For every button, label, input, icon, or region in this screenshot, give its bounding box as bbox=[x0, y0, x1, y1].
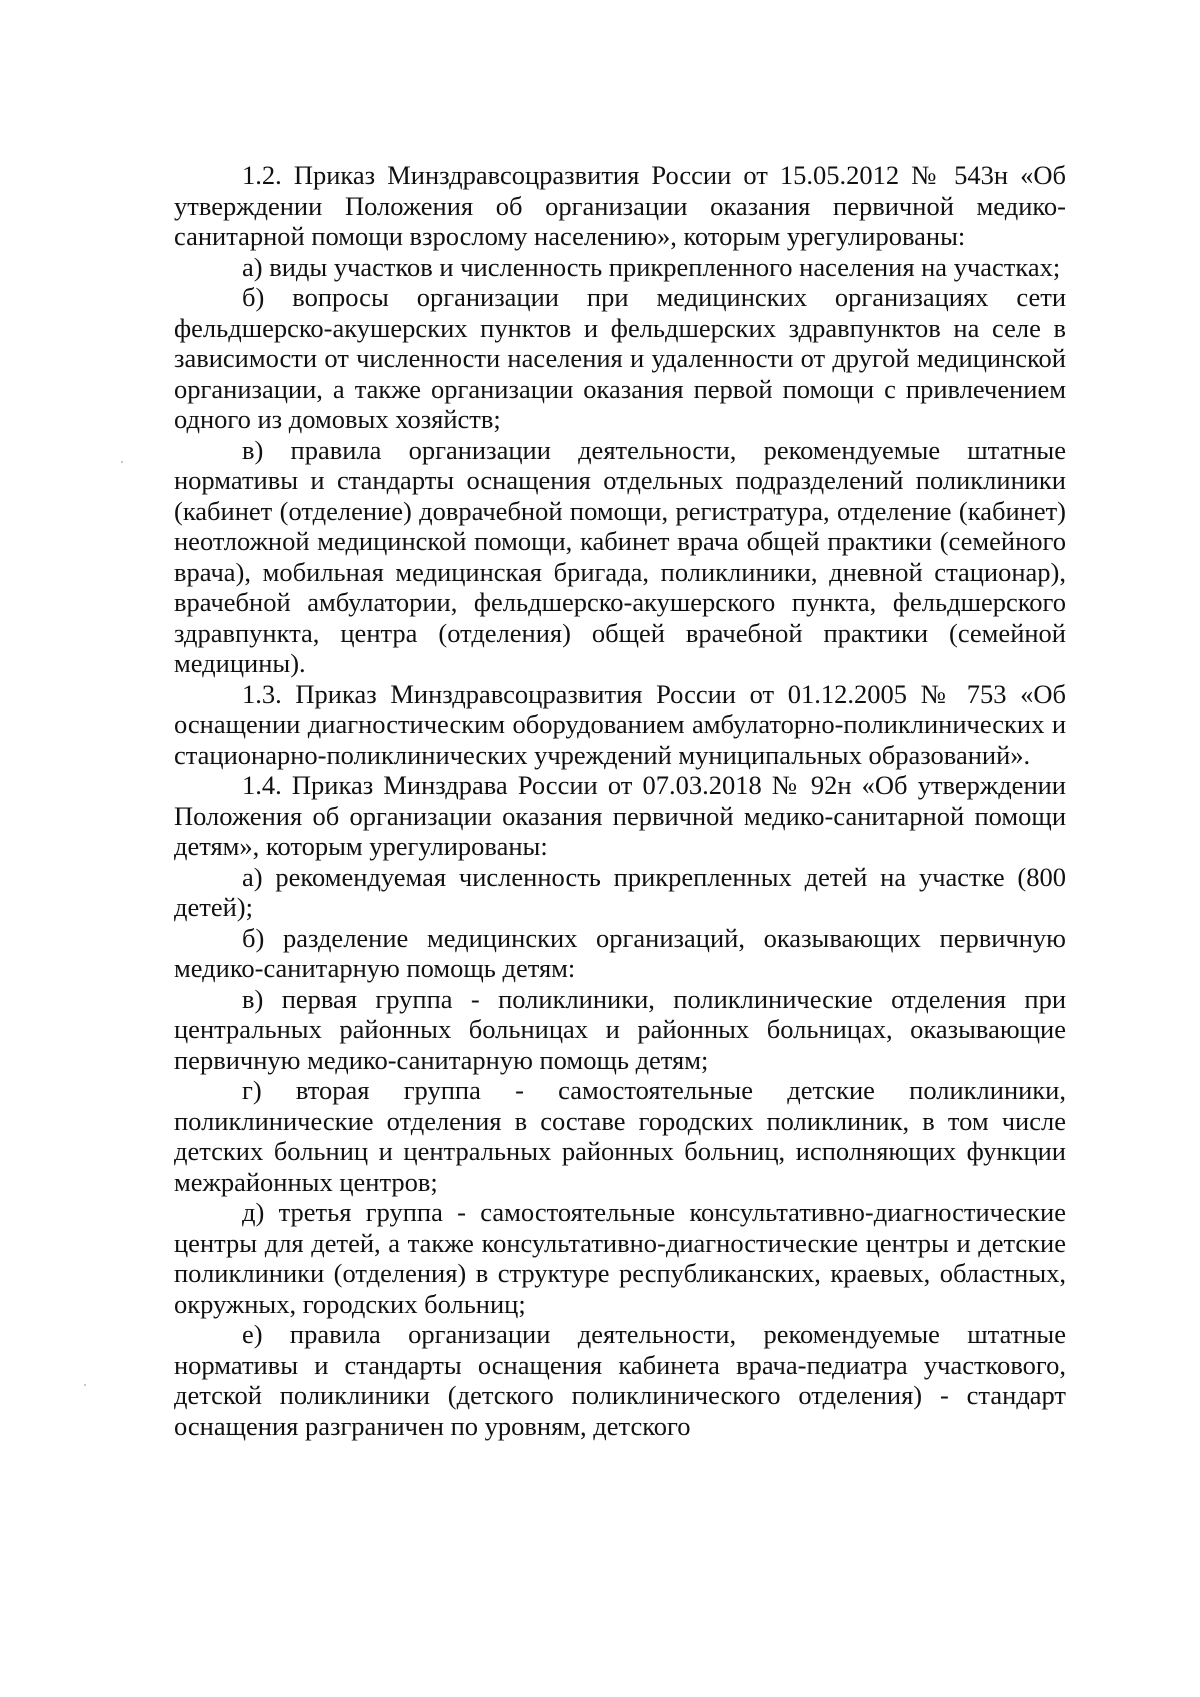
list-item-a-children-per-district: а) рекомендуемая численность прикрепленных детей на участке (800 детей); bbox=[174, 861, 1066, 922]
scan-speck bbox=[84, 1384, 86, 1386]
list-item-v-first-group: в) первая группа - поликлиники, поликлинические отделения при центральных районных больницах и районных больницах, оказывающие первичную медико-санитарную помощь детям; bbox=[174, 983, 1066, 1075]
list-item-d-third-group: д) третья группа - самостоятельные консультативно-диагностические центры для детей, а также консультативно-диагностические центры и детские поликлиники (отделения) в структуре республиканских, краевых, областных, окружных, городских больниц; bbox=[174, 1197, 1066, 1319]
paragraph-1-3-order-753: 1.3. Приказ Минздравсоцразвития России от 01.12.2005 № 753 «Об оснащении диагностическим оборудованием амбулаторно-поликлинических и стационарно-поликлинических учреждений муниципальных образований». bbox=[174, 678, 1066, 770]
paragraph-1-4-order-92n: 1.4. Приказ Минздрава России от 07.03.2018 № 92н «Об утверждении Положения об организации оказания первичной медико-санитарной помощи детям», которым урегулированы: bbox=[174, 770, 1066, 861]
list-item-g-second-group: г) вторая группа - самостоятельные детские поликлиники, поликлинические отделения в составе городских поликлиник, в том числе детских больниц и центральных районных больниц, исполняющих функции межрайонных центров; bbox=[174, 1075, 1066, 1197]
list-item-v-polyclinic-rules: в) правила организации деятельности, рекомендуемые штатные нормативы и стандарты оснащения отдельных подразделений поликлиники (кабинет (отделение) доврачебной помощи, регистратура, отделение (кабинет) неотложной медицинской помощи, кабинет врача общей практики (семейного врача), мобильная медицинская бригада, поликлиники, дневной стационар), врачебной амбулатории, фельдшерско-акушерского пункта, фельдшерского здравпункта, центра (отделения) общей врачебной практики (семейной медицины). bbox=[174, 434, 1066, 678]
list-item-b-organization-division: б) разделение медицинских организаций, оказывающих первичную медико-санитарную помощь детям: bbox=[174, 922, 1066, 983]
list-item-b-feldsher-network: б) вопросы организации при медицинских организациях сети фельдшерско-акушерских пунктов и фельдшерских здравпунктов на селе в зависимости от численности населения и удаленности от другой медицинской организации, а также организации оказания первой помощи с привлечением одного из домовых хозяйств; bbox=[174, 282, 1066, 434]
scan-speck bbox=[121, 461, 123, 463]
list-item-a-district-types: а) виды участков и численность прикрепленного населения на участках; bbox=[242, 251, 1061, 282]
paragraph-1-2-order-543n: 1.2. Приказ Минздравсоцразвития России от 15.05.2012 № 543н «Об утверждении Положения об организации оказания первичной медико-санитарной помощи взрослому населению», которым урегулированы: bbox=[174, 160, 1066, 251]
document-page bbox=[174, 160, 1066, 1441]
list-item-e-pediatric-rules: е) правила организации деятельности, рекомендуемые штатные нормативы и стандарты оснащения кабинета врача-педиатра участкового, детской поликлиники (детского поликлинического отделения) - стандарт оснащения разграничен по уровням, детского bbox=[174, 1319, 1066, 1441]
